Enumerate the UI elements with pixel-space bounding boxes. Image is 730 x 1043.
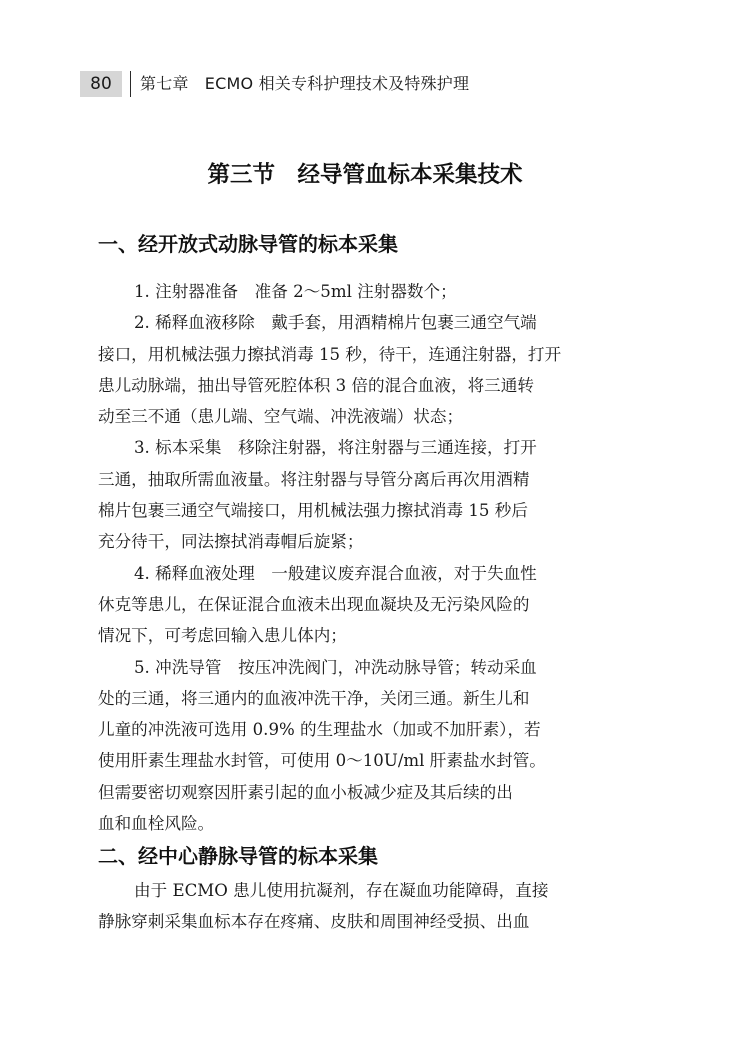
- body-line: 处的三通，将三通内的血液冲洗干净，关闭三通。新生儿和: [98, 688, 530, 708]
- body-line: 使用肝素生理盐水封管，可使用 0～10U/ml 肝素盐水封管。: [98, 751, 546, 771]
- body-line: 4. 稀释血液处理 一般建议废弃混合血液，对于失血性: [134, 563, 537, 583]
- body-line: 休克等患儿，在保证混合血液未出现血凝块及无污染风险的: [98, 594, 530, 614]
- page-number: 80: [80, 71, 122, 97]
- chapter-title: 第七章 ECMO 相关专科护理技术及特殊护理: [140, 74, 470, 93]
- body-line: 3. 标本采集 移除注射器，将注射器与三通连接，打开: [134, 438, 537, 458]
- running-header: [80, 71, 469, 97]
- subsection-2-title: 二、经中心静脉导管的标本采集: [98, 844, 378, 868]
- body-line: 充分待干，同法擦拭消毒帽后旋紧；: [98, 532, 364, 552]
- body-line: 2. 稀释血液移除 戴手套，用酒精棉片包裹三通空气端: [134, 313, 537, 333]
- subsection-1-body: [98, 276, 628, 839]
- body-line: 患儿动脉端，抽出导管死腔体积 3 倍的混合血液，将三通转: [98, 375, 534, 395]
- body-line: 静脉穿刺采集血标本存在疼痛、皮肤和周围神经受损、出血: [98, 912, 530, 932]
- body-line: 5. 冲洗导管 按压冲洗阀门，冲洗动脉导管；转动采血: [134, 657, 537, 677]
- body-line: 接口，用机械法强力擦拭消毒 15 秒，待干，连通注射器，打开: [98, 344, 562, 364]
- body-line: 儿童的冲洗液可选用 0.9% 的生理盐水（加或不加肝素），若: [98, 720, 541, 740]
- body-line: 血和血栓风险。: [98, 814, 215, 834]
- body-line: 但需要密切观察因肝素引起的血小板减少症及其后续的出: [98, 782, 513, 802]
- body-line: 三通，抽取所需血液量。将注射器与导管分离后再次用酒精: [98, 469, 530, 489]
- subsection-1-title: 一、经开放式动脉导管的标本采集: [98, 232, 398, 256]
- body-line: 情况下，可考虑回输入患儿体内；: [98, 626, 347, 646]
- body-line: 动至三不通（患儿端、空气端、冲洗液端）状态；: [98, 407, 464, 427]
- subsection-2-body: [98, 875, 628, 938]
- header-divider: [130, 71, 131, 97]
- section-title: 第三节 经导管血标本采集技术: [207, 162, 523, 188]
- body-line: 由于 ECMO 患儿使用抗凝剂，存在凝血功能障碍，直接: [134, 881, 549, 900]
- body-line: 1. 注射器准备 准备 2～5ml 注射器数个；: [134, 282, 457, 301]
- body-line: 棉片包裹三通空气端接口，用机械法强力擦拭消毒 15 秒后: [98, 501, 528, 521]
